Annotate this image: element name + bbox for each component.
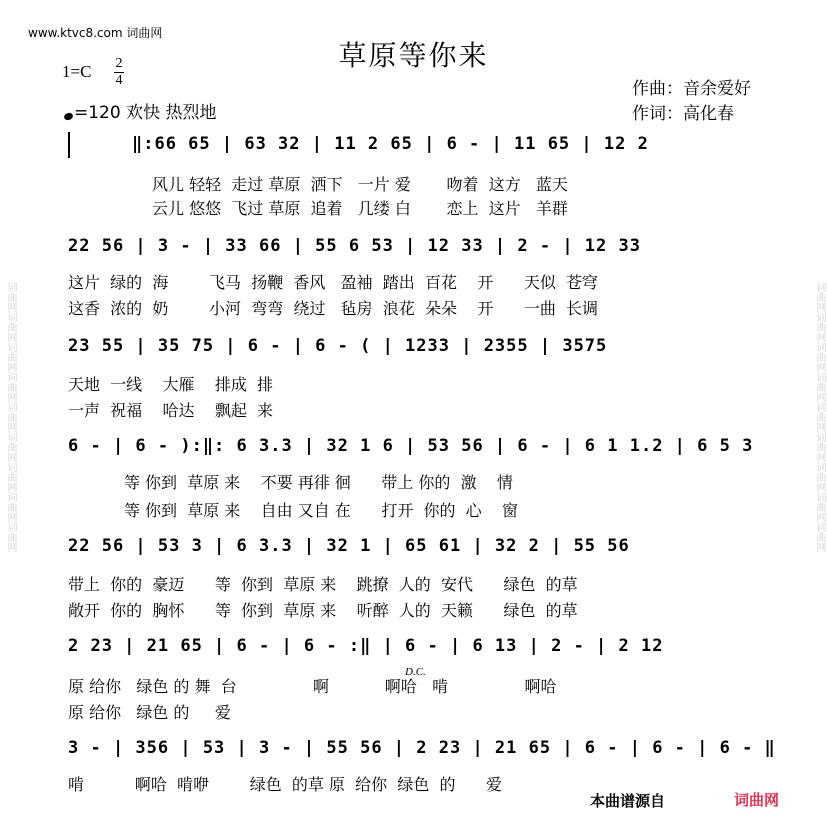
notation: ‖:66 65 | 63 32 | 11 2 65 | 6 - | 11 65 | 12 2 [132, 134, 649, 154]
lyrics-verse2: 等 你到 草原 来 自由 又自 在 打开 你的 心 窗 [68, 501, 519, 520]
staff-line-3 [68, 330, 768, 364]
staff-line-2 [68, 230, 768, 264]
staff-line-4 [68, 430, 768, 464]
lyrics-final: 啃 啊哈 啃咿 绿色 的草 原 给你 绿色 的 爱 [68, 775, 503, 794]
time-signature [114, 56, 124, 89]
composer-credit: 作曲：音余爱好 [632, 79, 751, 99]
key-signature: 1=C [62, 62, 92, 81]
lyrics-verse1: 这片 绿的 海 飞马 扬鞭 香风 盈袖 踏出 百花 开 天似 苍穹 [68, 273, 599, 292]
barline [68, 132, 70, 158]
song-title: 草原等你来 [338, 39, 489, 72]
lyrics-verse2: 一声 祝福 哈达 飘起 来 [68, 401, 274, 420]
lyrics-verse2: 这香 浓的 奶 小河 弯弯 绕过 毡房 浪花 朵朵 开 一曲 长调 [68, 299, 599, 318]
notation: 23 55 | 35 75 | 6 - | 6 - ( | 1233 | 2355 | 3575 [68, 336, 608, 356]
staff-line-5 [68, 530, 768, 564]
time-bottom: 4 [115, 73, 123, 88]
watermark-left: 词曲网词曲网词曲网词曲网词曲网词曲网词曲网词曲网词曲网 [5, 282, 16, 552]
lyrics-verse1: 风儿 轻轻 走过 草原 洒下 一片 爱 吻着 这方 蓝天 [152, 175, 568, 194]
dc-mark: D.C. [405, 666, 426, 678]
lyricist-credit: 作词：高化春 [632, 104, 734, 124]
lyrics-verse1: 天地 一线 大雁 排成 排 [68, 375, 274, 394]
lyrics-verse2: 原 给你 绿色 的 爱 [68, 703, 231, 722]
watermark-right: 词曲网词曲网词曲网词曲网词曲网词曲网词曲网词曲网词曲网 [814, 282, 825, 552]
tempo-mark [64, 98, 217, 123]
time-top: 2 [115, 56, 123, 71]
notation: 6 - | 6 - ):‖: 6 3.3 | 32 1 6 | 53 56 | 6 - | 6 1 1.2 | 6 5 3 [68, 436, 754, 456]
notation: 22 56 | 3 - | 33 66 | 55 6 53 | 12 33 | 2 - | 12 33 [68, 236, 641, 256]
staff-line-1 [68, 128, 768, 162]
source-text: 本曲谱源自 [590, 792, 666, 810]
brand-logo: 词曲网 [734, 791, 780, 809]
staff-line-6 [68, 630, 768, 664]
lyrics-verse2: 云儿 悠悠 飞过 草原 追着 几缕 白 恋上 这片 羊群 [152, 199, 568, 218]
lyrics-verse1: 等 你到 草原 来 不要 再徘 徊 带上 你的 激 情 [68, 473, 513, 492]
staff-line-7 [68, 732, 776, 766]
lyrics-verse1: 原 给你 绿色 的 舞 台 啊 啊哈 啃 啊哈 [68, 677, 557, 696]
quarter-note-icon [63, 112, 74, 122]
notation: 2 23 | 21 65 | 6 - | 6 - :‖ | 6 - | 6 13 | 2 - | 2 12 [68, 636, 664, 656]
lyrics-verse2: 敞开 你的 胸怀 等 你到 草原 来 听醉 人的 天籁 绿色 的草 [68, 601, 578, 620]
site-url: www.ktvc8.com 词曲网 [28, 26, 163, 40]
tempo-text: =120 欢快 热烈地 [74, 103, 217, 123]
lyrics-verse1: 带上 你的 豪迈 等 你到 草原 来 跳撩 人的 安代 绿色 的草 [68, 575, 578, 594]
notation: 3 - | 356 | 53 | 3 - | 55 56 | 2 23 | 21 65 | 6 - | 6 - | 6 - ‖ [68, 738, 776, 758]
notation: 22 56 | 53 3 | 6 3.3 | 32 1 | 65 61 | 32 2 | 55 56 [68, 536, 630, 556]
